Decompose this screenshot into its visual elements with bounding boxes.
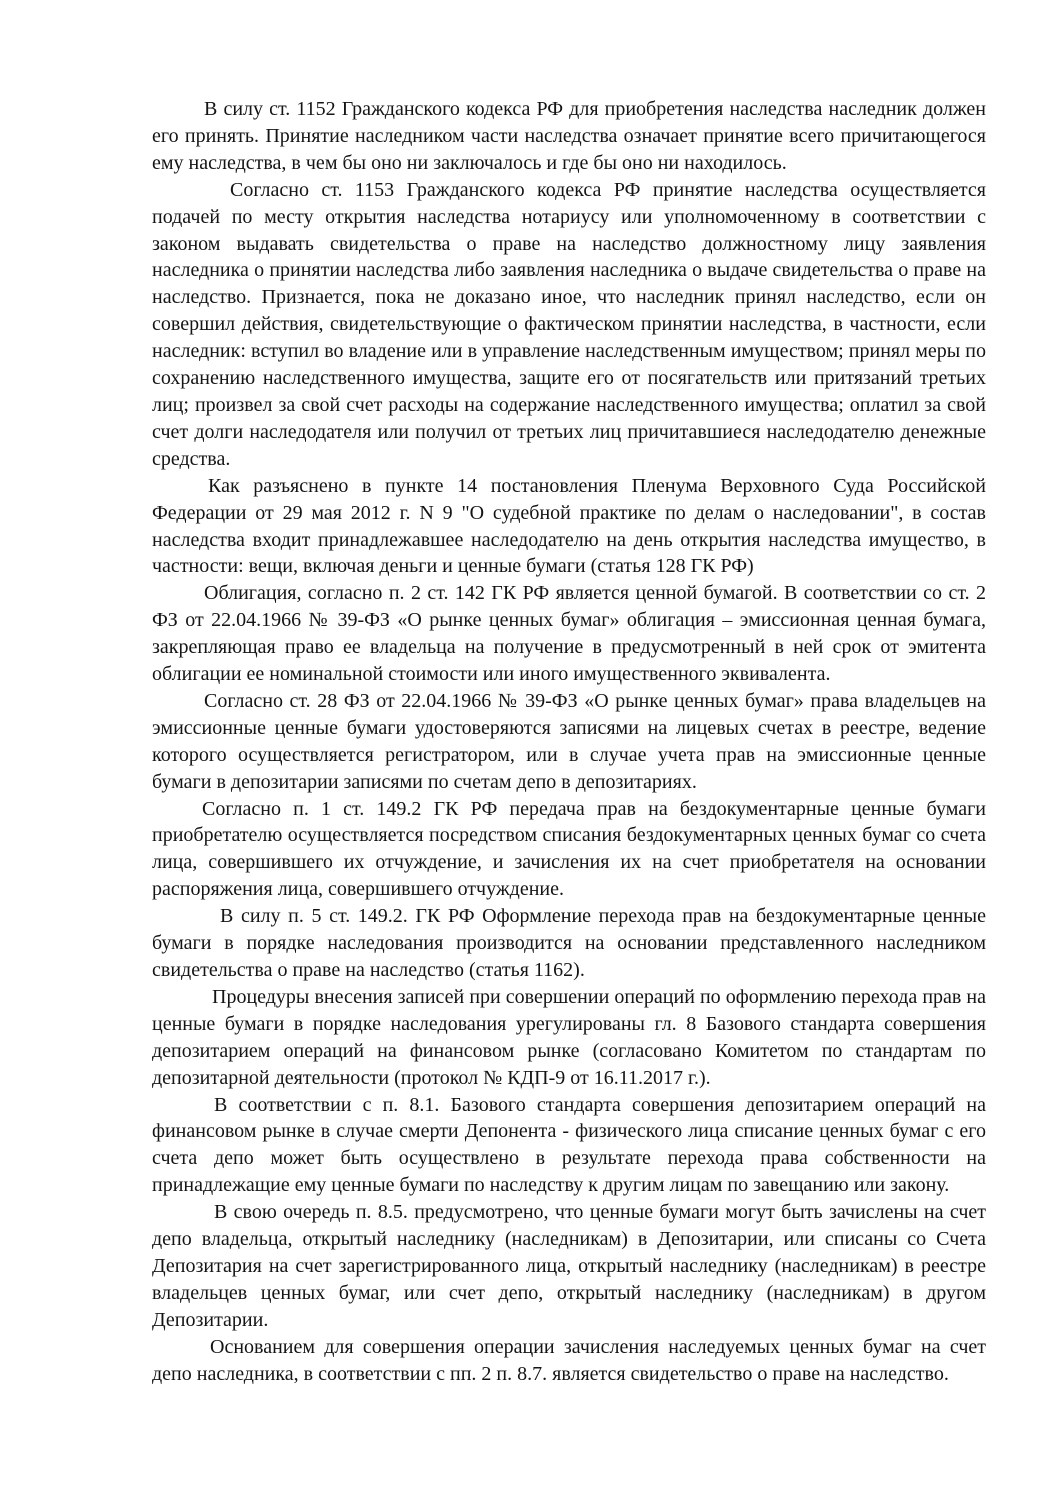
paragraph-article-28: Согласно ст. 28 ФЗ от 22.04.1966 № 39-ФЗ «О рынке ценных бумаг» права владельцев на эмиссионные ценные бумаги удостоверяются записями на лицевых счетах в реестре, ведение которого осуществляется регистратором, или в случае учета прав на эмиссионные ценные бумаги в депозитарии записями по счетам депо в депозитариях. — [152, 689, 986, 793]
paragraph-bond-definition: Облигация, согласно п. 2 ст. 142 ГК РФ является ценной бумагой. В соответствии со ст. 2 ФЗ от 22.04.1966 № 39-ФЗ «О рынке ценных бумаг» облигация – эмиссионная ценная бумага, закрепляющая право ее владельца на получение в предусмотренный в ней срок от эмитента облигации ее номинальной стоимости или иного имущественного эквивалента. — [152, 582, 986, 686]
paragraph-plenum-resolution: Как разъяснено в пункте 14 постановления Пленума Верховного Суда Российской Федерации от 29 мая 2012 г. N 9 "О судебной практике по делам о наследовании", в состав наследства входит принадлежавшее наследодателю на день открытия наследства имущество, в частности: вещи, включая деньги и ценные бумаги (статья 128 ГК РФ) — [152, 474, 986, 578]
paragraph-procedures: Процедуры внесения записей при совершении операций по оформлению перехода прав на ценные бумаги в порядке наследования урегулированы гл. 8 Базового стандарта совершения депозитарием операций на финансовом рынке (согласовано Комитетом по стандартам по депозитарной деятельности (протокол № КДП-9 от 16.11.2017 г.). — [152, 985, 986, 1089]
paragraph-article-149-2-p1: Согласно п. 1 ст. 149.2 ГК РФ передача прав на бездокументарные ценные бумаги приобретателю осуществляется посредством списания бездокументарных ценных бумаг со счета лица, совершившего их отчуждение, и зачисления их на счет приобретателя на основании распоряжения лица, совершившего отчуждение. — [152, 797, 986, 901]
paragraph-clause-8-7: Основанием для совершения операции зачисления наследуемых ценных бумаг на счет депо наследника, в соответствии с пп. 2 п. 8.7. является свидетельство о праве на наследство. — [152, 1335, 986, 1385]
paragraph-clause-8-5: В свою очередь п. 8.5. предусмотрено, что ценные бумаги могут быть зачислены на счет депо владельца, открытый наследнику (наследникам) в Депозитарии, или списаны со Счета Депозитария на счет зарегистрированного лица, открытый наследнику (наследникам) в реестре владельцев ценных бумаг, или счет депо, открытый наследнику (наследникам) в другом Депозитарии. — [152, 1201, 986, 1331]
document-body — [152, 96, 986, 1388]
paragraph-article-1153: Согласно ст. 1153 Гражданского кодекса РФ принятие наследства осуществляется подачей по месту открытия наследства нотариусу или уполномоченному в соответствии с законом выдавать свидетельства о праве на наследство должностному лицу заявления наследника о принятии наследства либо заявления наследника о выдаче свидетельства о праве на наследство. Признается, пока не доказано иное, что наследник принял наследство, если он совершил действия, свидетельствующие о фактическом принятии наследства, в частности, если наследник: вступил во владение или в управление наследственным имуществом; принял меры по сохранению наследственного имущества, защите его от посягательств или притязаний третьих лиц; произвел за свой счет расходы на содержание наследственного имущества; оплатил за свой счет долги наследодателя или получил от третьих лиц причитавшиеся наследодателю денежные средства. — [152, 178, 986, 470]
paragraph-article-149-2-p5: В силу п. 5 ст. 149.2. ГК РФ Оформление перехода прав на бездокументарные ценные бумаги в порядке наследования производится на основании представленного наследником свидетельства о праве на наследство (статья 1162). — [152, 905, 986, 981]
paragraph-clause-8-1: В соответствии с п. 8.1. Базового стандарта совершения депозитарием операций на финансовом рынке в случае смерти Депонента - физического лица списание ценных бумаг с его счета депо может быть осуществлено в результате перехода права собственности на принадлежащие ему ценные бумаги по наследству к другим лицам по завещанию или закону. — [152, 1093, 986, 1197]
paragraph-article-1152: В силу ст. 1152 Гражданского кодекса РФ для приобретения наследства наследник должен его принять. Принятие наследником части наследства означает принятие всего причитающегося ему наследства, в чем бы оно ни заключалось и где бы оно ни находилось. — [152, 98, 986, 174]
